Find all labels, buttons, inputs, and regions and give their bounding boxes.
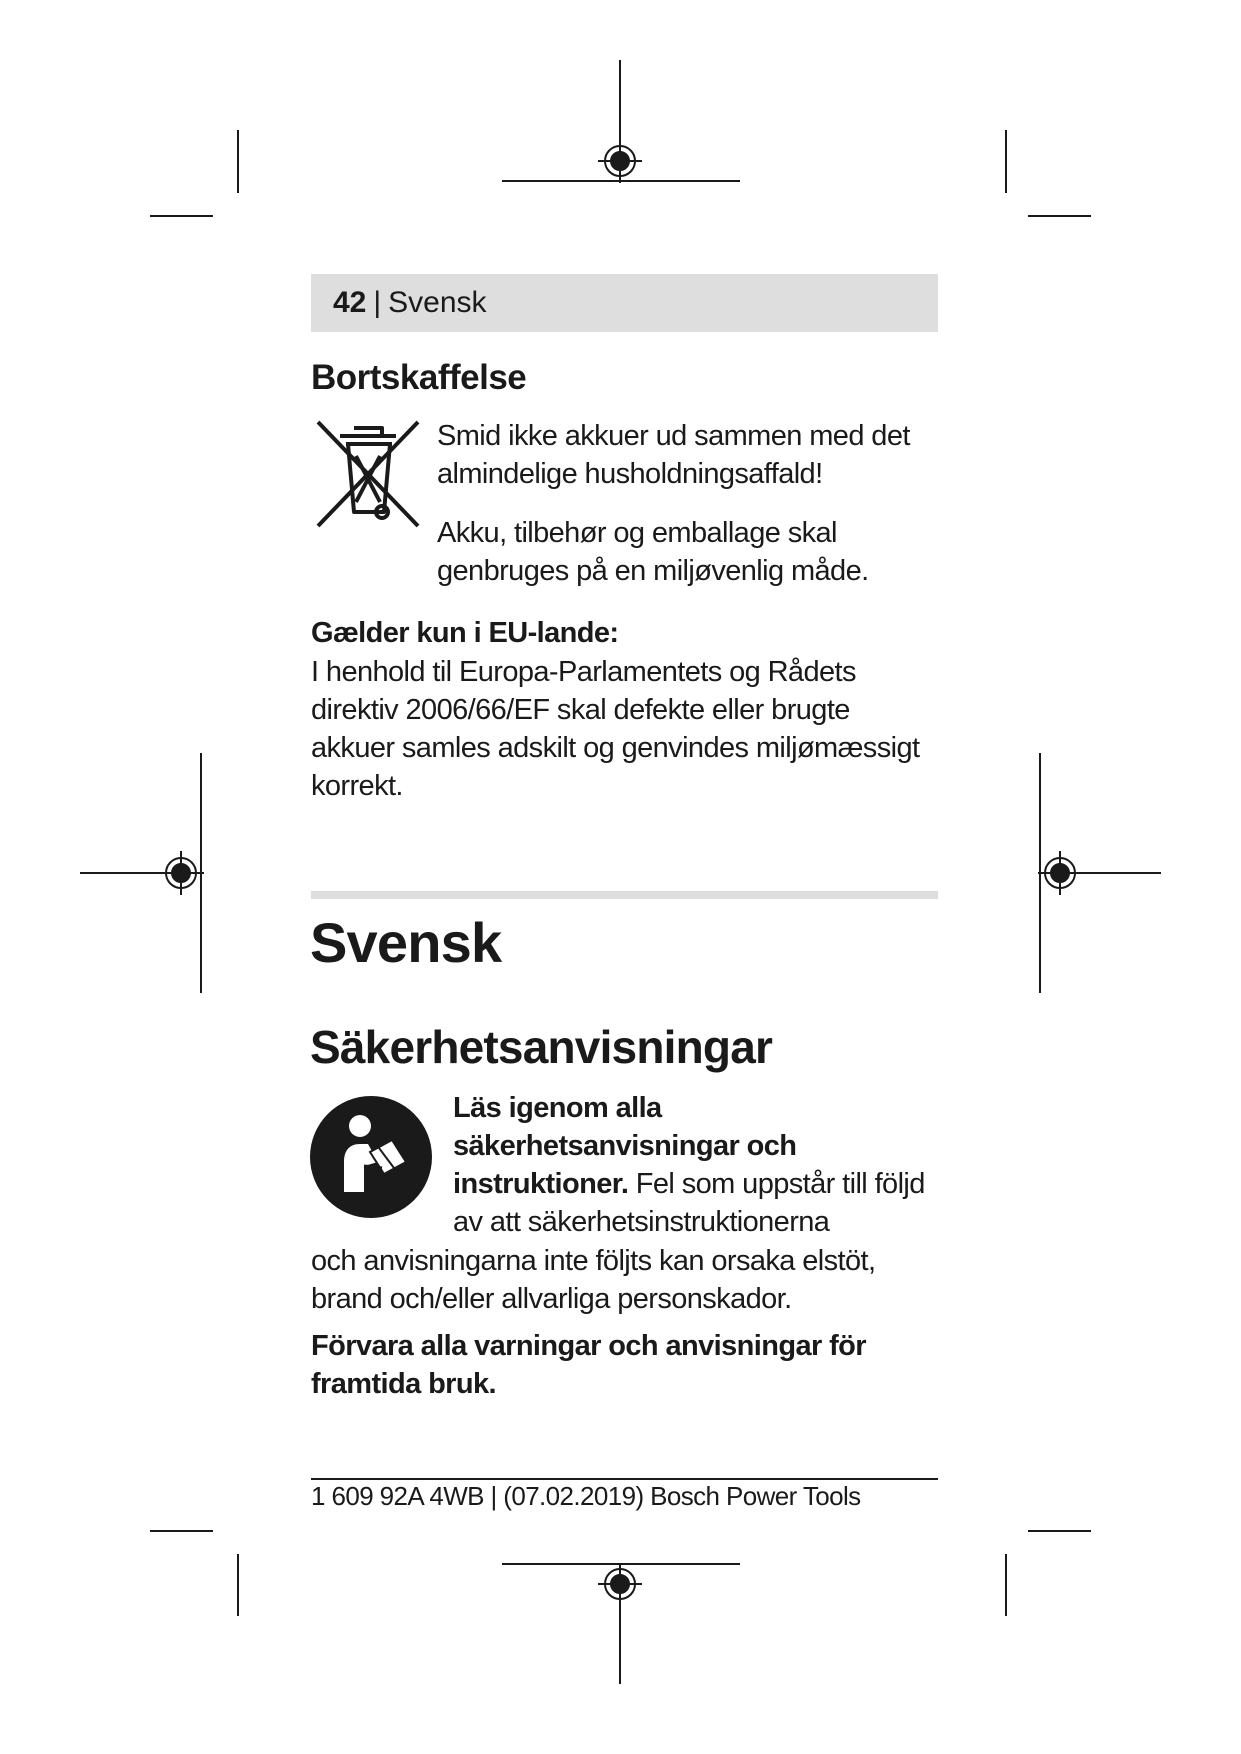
safety-bold-lead: Läs igenom alla säkerhetsanvisningar och instruktioner. (453, 1092, 797, 1200)
page-header (311, 274, 938, 332)
footer-rule (311, 1478, 938, 1480)
crossed-out-wheelie-bin-icon (314, 418, 422, 530)
safety-text-start: Fel som uppstår till följd av att säkerhetsinstruktionerna (453, 1168, 925, 1238)
eu-text: I henhold til Europa-Parlamentets og Rådets direktiv 2006/66/EF skal defekte eller brugte akkuer samles adskilt og genvindes miljømæssigt korrekt. (311, 656, 920, 802)
disposal-paragraph-2: Akku, tilbehør og emballage skal genbruges på en miljøvenlig måde. (437, 517, 869, 587)
disposal-title: Bortskaffelse (311, 358, 527, 397)
eu-heading: Gælder kun i EU-lande: (311, 617, 619, 649)
safety-lead-block (453, 1089, 933, 1241)
read-manual-icon (310, 1096, 432, 1218)
safety-title: Säkerhetsanvisningar (310, 1021, 773, 1073)
header-separator: | (373, 286, 382, 319)
safety-text-continued: och anvisningarna inte följts kan orsaka elstöt, brand och/eller allvarliga personskador. (311, 1245, 876, 1315)
section-divider (311, 891, 938, 899)
header-language: Svensk (388, 286, 487, 319)
disposal-paragraph-1: Smid ikke akkuer ud sammen med det almindelige husholdningsaffald! (437, 420, 910, 490)
footer-text: 1 609 92A 4WB | (07.02.2019) Bosch Power Tools (311, 1481, 861, 1511)
keep-instructions-note: Förvara alla varningar och anvisningar för framtida bruk. (311, 1330, 866, 1400)
section-title: Svensk (310, 911, 502, 974)
page-number: 42 (333, 286, 367, 319)
